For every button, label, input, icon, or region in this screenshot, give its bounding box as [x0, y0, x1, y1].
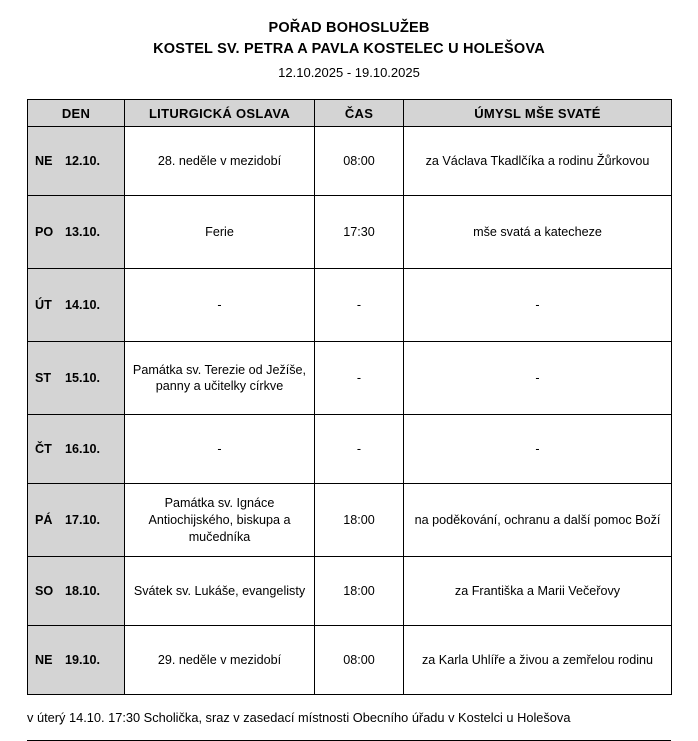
- day-date: 13.10.: [65, 224, 101, 239]
- day-of-week: NE: [35, 153, 53, 168]
- day-cell: [28, 196, 125, 269]
- intention-cell: mše svatá a katecheze: [404, 196, 672, 269]
- day-date: 16.10.: [65, 441, 101, 456]
- column-header-time: ČAS: [315, 100, 404, 127]
- liturgy-cell: Ferie: [125, 196, 315, 269]
- table-row: [28, 269, 672, 342]
- day-of-week: PÁ: [35, 512, 53, 527]
- day-of-week: SO: [35, 583, 54, 598]
- day-date: 19.10.: [65, 652, 101, 667]
- page-subtitle-church: KOSTEL SV. PETRA A PAVLA KOSTELEC U HOLEŠOVA: [153, 41, 545, 58]
- intention-cell: -: [404, 342, 672, 415]
- liturgy-cell: Památka sv. Terezie od Ježíše, panny a učitelky církve: [125, 342, 315, 415]
- day-cell: [28, 557, 125, 626]
- footnote-text: v úterý 14.10. 17:30 Scholička, sraz v zasedací místnosti Obecního úřadu v Kostelci u Holešova: [27, 710, 571, 726]
- day-of-week: ÚT: [35, 297, 52, 312]
- intention-cell: za Václava Tkadlčíka a rodinu Žůrkovou: [404, 127, 672, 196]
- day-of-week: ST: [35, 370, 52, 385]
- table-row: [28, 626, 672, 695]
- table-row: [28, 196, 672, 269]
- day-date: 15.10.: [65, 370, 101, 385]
- time-cell: 18:00: [315, 484, 404, 557]
- table-header-row: [28, 100, 672, 127]
- day-cell: [28, 342, 125, 415]
- liturgy-cell: -: [125, 415, 315, 484]
- table-row: [28, 342, 672, 415]
- day-of-week: ČT: [35, 441, 52, 456]
- liturgy-cell: 29. neděle v mezidobí: [125, 626, 315, 695]
- day-cell: [28, 626, 125, 695]
- time-cell: -: [315, 269, 404, 342]
- document-header: [0, 0, 698, 82]
- day-date: 12.10.: [65, 153, 101, 168]
- day-date: 18.10.: [65, 583, 101, 598]
- day-cell: [28, 484, 125, 557]
- time-cell: 17:30: [315, 196, 404, 269]
- table-row: [28, 127, 672, 196]
- intention-cell: -: [404, 269, 672, 342]
- table-row: [28, 484, 672, 557]
- day-of-week: PO: [35, 224, 54, 239]
- day-cell: [28, 415, 125, 484]
- intention-cell: za Karla Uhlíře a živou a zemřelou rodinu: [404, 626, 672, 695]
- time-cell: 08:00: [315, 626, 404, 695]
- liturgy-cell: 28. neděle v mezidobí: [125, 127, 315, 196]
- liturgy-cell: Památka sv. Ignáce Antiochijského, biskupa a mučedníka: [125, 484, 315, 557]
- column-header-day: DEN: [28, 100, 125, 127]
- day-date: 14.10.: [65, 297, 101, 312]
- intention-cell: na poděkování, ochranu a další pomoc Boží: [404, 484, 672, 557]
- page-title: POŘAD BOHOSLUŽEB: [268, 20, 430, 36]
- time-cell: 18:00: [315, 557, 404, 626]
- day-date: 17.10.: [65, 512, 101, 527]
- day-cell: [28, 127, 125, 196]
- time-cell: -: [315, 342, 404, 415]
- day-cell: [28, 269, 125, 342]
- column-header-liturgy: LITURGICKÁ OSLAVA: [125, 100, 315, 127]
- intention-cell: za Františka a Marii Večeřovy: [404, 557, 672, 626]
- intention-cell: -: [404, 415, 672, 484]
- column-header-intention: ÚMYSL MŠE SVATÉ: [404, 100, 672, 127]
- table-row: [28, 557, 672, 626]
- liturgy-cell: -: [125, 269, 315, 342]
- day-of-week: NE: [35, 652, 53, 667]
- schedule-table: [27, 99, 672, 695]
- schedule-table-wrapper: [27, 99, 671, 695]
- table-row: [28, 415, 672, 484]
- time-cell: 08:00: [315, 127, 404, 196]
- liturgy-cell: Svátek sv. Lukáše, evangelisty: [125, 557, 315, 626]
- date-range: 12.10.2025 - 19.10.2025: [278, 65, 420, 81]
- time-cell: -: [315, 415, 404, 484]
